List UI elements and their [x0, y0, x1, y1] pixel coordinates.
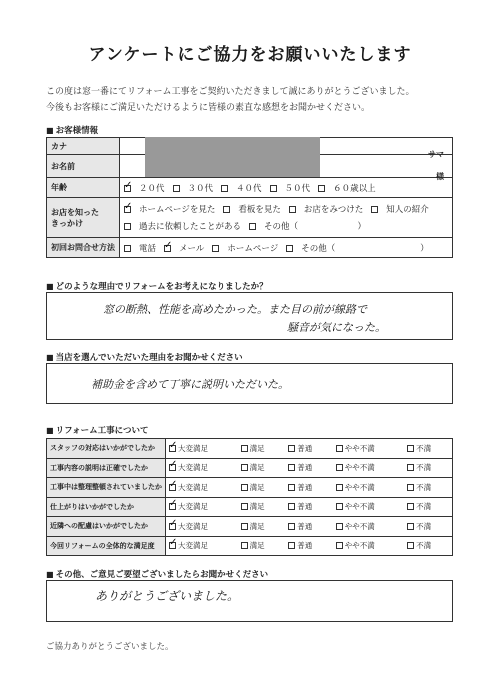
q1-heading: ■ どのような理由でリフォームをお考えになりましたか？: [46, 280, 268, 292]
trigger-option: [124, 222, 241, 232]
age-checkbox[interactable]: [221, 185, 228, 192]
rating-checkbox[interactable]: [169, 542, 176, 549]
rating-label: 大変満足: [178, 521, 208, 531]
satisfaction-table: [46, 438, 453, 556]
trigger-checkbox[interactable]: [371, 206, 378, 213]
rating-checkbox[interactable]: [169, 484, 176, 491]
trigger-option: [249, 222, 366, 232]
rating-label: やや不満: [344, 443, 375, 453]
trigger-checkbox[interactable]: [223, 206, 230, 213]
contact-option: [286, 244, 429, 254]
rating-option: [285, 536, 333, 556]
trigger-label: [47, 198, 120, 238]
rating-checkbox[interactable]: [241, 523, 248, 530]
trigger-checkbox[interactable]: [289, 206, 296, 213]
age-checkbox[interactable]: [270, 185, 277, 192]
intro-line-2: 今後もお客様にご満足いただけるように皆様の素直な感想をお聞かせください。: [46, 103, 371, 113]
rating-option: [238, 497, 286, 517]
age-option-label: ４０代: [236, 183, 262, 194]
trigger-option-label: 知人の紹介: [386, 205, 429, 215]
q2-answer: 補助金を含めて丁寧に説明いただいた。: [91, 378, 289, 391]
q2-heading: ■ 当店を選んでいただいた理由をお聞かせください: [46, 351, 243, 363]
name-label: お名前: [47, 155, 120, 178]
rating-label: 満足: [249, 482, 265, 492]
contact-option: [212, 244, 278, 254]
rating-label: やや不満: [344, 541, 375, 551]
rating-option: [333, 497, 404, 517]
rating-option: [238, 517, 286, 537]
trigger-option-label: ホームページを見た: [139, 205, 216, 215]
rating-option: [333, 517, 404, 537]
rating-label: 普通: [297, 482, 313, 492]
rating-checkbox[interactable]: [407, 523, 414, 530]
trigger-option: [223, 205, 281, 215]
q2-answer-box[interactable]: [46, 363, 453, 404]
contact-option-label: その他（ ）: [301, 243, 429, 254]
rating-option: [404, 478, 452, 498]
satisfaction-question: 今回リフォームの全体的な満足度: [47, 536, 166, 556]
rating-label: 大変満足: [178, 482, 208, 492]
rating-label: 満足: [249, 502, 265, 512]
rating-label: 満足: [249, 521, 265, 531]
q1-answer-line-2: 騒音が気になった。: [287, 321, 386, 334]
age-option: [221, 184, 262, 194]
satisfaction-question: スタッフの対応はいかがでしたか: [47, 439, 166, 459]
rating-option: [404, 536, 452, 556]
rating-label: 大変満足: [178, 443, 208, 453]
age-checkbox[interactable]: [318, 185, 325, 192]
contact-checkbox[interactable]: [212, 245, 219, 252]
name-suffix: 様: [436, 172, 444, 181]
rating-label: 不満: [416, 443, 432, 453]
contact-option: [164, 244, 204, 254]
rating-label: やや不満: [344, 482, 375, 492]
age-label: 年齢: [47, 178, 120, 198]
intro-text: [46, 84, 415, 116]
rating-option: [166, 497, 238, 517]
rating-checkbox[interactable]: [288, 484, 295, 491]
kana-suffix: サマ: [428, 150, 444, 159]
rating-option: [285, 497, 333, 517]
trigger-option: [289, 205, 363, 215]
rating-checkbox[interactable]: [169, 464, 176, 471]
contact-checkbox[interactable]: [124, 245, 131, 252]
trigger-label-line-2: きっかけ: [51, 218, 83, 228]
age-checkbox[interactable]: [173, 185, 180, 192]
rating-label: 満足: [249, 443, 265, 453]
rating-option: [333, 439, 404, 459]
rating-checkbox[interactable]: [241, 464, 248, 471]
trigger-option: [371, 205, 429, 215]
contact-options: [120, 238, 453, 258]
rating-option: [238, 478, 286, 498]
rating-option: [404, 458, 452, 478]
satisfaction-question: 工事内容の説明は正確でしたか: [47, 458, 166, 478]
customer-heading: ■ お客様情報: [46, 124, 98, 136]
age-option: [173, 184, 214, 194]
rating-checkbox[interactable]: [336, 464, 343, 471]
rating-option: [238, 536, 286, 556]
trigger-option-label: お店をみつけた: [303, 205, 364, 215]
age-option-label: ６０歳以上: [333, 183, 376, 194]
rating-option: [404, 439, 452, 459]
age-option: [124, 184, 165, 194]
rating-option: [166, 536, 238, 556]
rating-option: [333, 478, 404, 498]
satisfaction-row: [47, 536, 453, 556]
rating-option: [404, 497, 452, 517]
rating-option: [285, 458, 333, 478]
rating-checkbox[interactable]: [407, 503, 414, 510]
rating-checkbox[interactable]: [407, 464, 414, 471]
rating-checkbox[interactable]: [336, 503, 343, 510]
satisfaction-row: [47, 497, 453, 517]
rating-option: [166, 478, 238, 498]
rating-checkbox[interactable]: [241, 542, 248, 549]
page-title: アンケートにご協力をお願いいたします: [88, 45, 412, 65]
rating-label: 普通: [297, 502, 313, 512]
contact-label: 初回お問合せ方法: [47, 238, 120, 258]
rating-label: 普通: [297, 521, 313, 531]
intro-line-1: この度は窓一番にてリフォーム工事をご契約いただきまして誠にありがとうございました。: [46, 87, 415, 97]
rating-label: やや不満: [344, 502, 375, 512]
rating-option: [166, 439, 238, 459]
rating-checkbox[interactable]: [288, 445, 295, 452]
trigger-options: [120, 198, 453, 238]
q3-heading: ■ リフォーム工事について: [46, 424, 148, 436]
rating-checkbox[interactable]: [407, 542, 414, 549]
rating-label: 不満: [416, 482, 432, 492]
trigger-option-label: 過去に依頼したことがある: [139, 222, 242, 232]
satisfaction-question: 近隣への配慮はいかがでしたか: [47, 517, 166, 537]
rating-label: やや不満: [344, 463, 375, 473]
satisfaction-row: [47, 439, 453, 459]
satisfaction-row: [47, 517, 453, 537]
rating-checkbox[interactable]: [336, 523, 343, 530]
rating-checkbox[interactable]: [336, 445, 343, 452]
contact-option: [124, 244, 156, 254]
rating-label: 大変満足: [178, 463, 208, 473]
rating-label: 不満: [416, 521, 432, 531]
redacted-name: [145, 137, 320, 177]
satisfaction-question: 工事中は整理整頓されていましたか: [47, 478, 166, 498]
rating-checkbox[interactable]: [407, 445, 414, 452]
rating-checkbox[interactable]: [336, 542, 343, 549]
satisfaction-row: [47, 458, 453, 478]
rating-checkbox[interactable]: [407, 484, 414, 491]
trigger-checkbox[interactable]: [124, 206, 131, 213]
rating-label: 大変満足: [178, 502, 208, 512]
age-option: [270, 184, 311, 194]
contact-option-label: ホームページ: [227, 243, 279, 254]
kana-label: カナ: [47, 138, 120, 155]
age-option-label: ３０代: [187, 183, 214, 194]
rating-label: 普通: [297, 463, 313, 473]
age-option-label: ５０代: [284, 183, 311, 194]
rating-label: 満足: [249, 463, 265, 473]
trigger-option-label: その他（ ）: [264, 222, 367, 232]
closing-text: ご協力ありがとうございました。: [46, 642, 174, 652]
rating-label: 不満: [416, 541, 432, 551]
rating-checkbox[interactable]: [169, 503, 176, 510]
rating-label: 大変満足: [178, 541, 208, 551]
rating-option: [166, 458, 238, 478]
rating-option: [238, 439, 286, 459]
q1-answer-box[interactable]: [46, 292, 453, 340]
contact-checkbox[interactable]: [164, 245, 171, 252]
rating-label: 満足: [249, 541, 265, 551]
trigger-option: [124, 205, 215, 215]
age-checkbox[interactable]: [124, 185, 131, 192]
rating-checkbox[interactable]: [336, 484, 343, 491]
rating-option: [333, 536, 404, 556]
trigger-checkbox[interactable]: [124, 223, 131, 230]
rating-label: 普通: [297, 443, 313, 453]
satisfaction-row: [47, 478, 453, 498]
rating-checkbox[interactable]: [288, 542, 295, 549]
age-options: [120, 178, 453, 198]
rating-checkbox[interactable]: [241, 445, 248, 452]
rating-label: 普通: [297, 541, 313, 551]
rating-checkbox[interactable]: [288, 464, 295, 471]
rating-checkbox[interactable]: [169, 445, 176, 452]
trigger-label-line-1: お店を知った: [51, 207, 99, 217]
age-option-label: ２０代: [139, 183, 165, 194]
rating-label: 不満: [416, 502, 432, 512]
trigger-option-label: 看板を見た: [238, 205, 281, 215]
rating-checkbox[interactable]: [288, 503, 295, 510]
contact-checkbox[interactable]: [286, 245, 293, 252]
q1-answer-line-1: 窓の断熱、性能を高めたかった。また目の前が線路で: [103, 303, 367, 316]
rating-option: [404, 517, 452, 537]
contact-option-label: 電話: [139, 243, 157, 254]
rating-option: [166, 517, 238, 537]
q4-answer-box[interactable]: [46, 580, 453, 622]
rating-checkbox[interactable]: [241, 503, 248, 510]
rating-checkbox[interactable]: [288, 523, 295, 530]
contact-option-label: メール: [179, 243, 205, 254]
trigger-checkbox[interactable]: [249, 223, 256, 230]
rating-option: [238, 458, 286, 478]
rating-checkbox[interactable]: [169, 523, 176, 530]
q4-answer: ありがとうございました。: [95, 589, 240, 603]
q4-heading: ■ その他、ご意見ご要望ございましたらお聞かせください: [46, 568, 268, 580]
rating-option: [285, 439, 333, 459]
age-option: [318, 184, 376, 194]
rating-option: [285, 517, 333, 537]
rating-label: やや不満: [344, 521, 375, 531]
rating-label: 不満: [416, 463, 432, 473]
satisfaction-question: 仕上がりはいかがでしたか: [47, 497, 166, 517]
rating-option: [333, 458, 404, 478]
rating-option: [285, 478, 333, 498]
rating-checkbox[interactable]: [241, 484, 248, 491]
